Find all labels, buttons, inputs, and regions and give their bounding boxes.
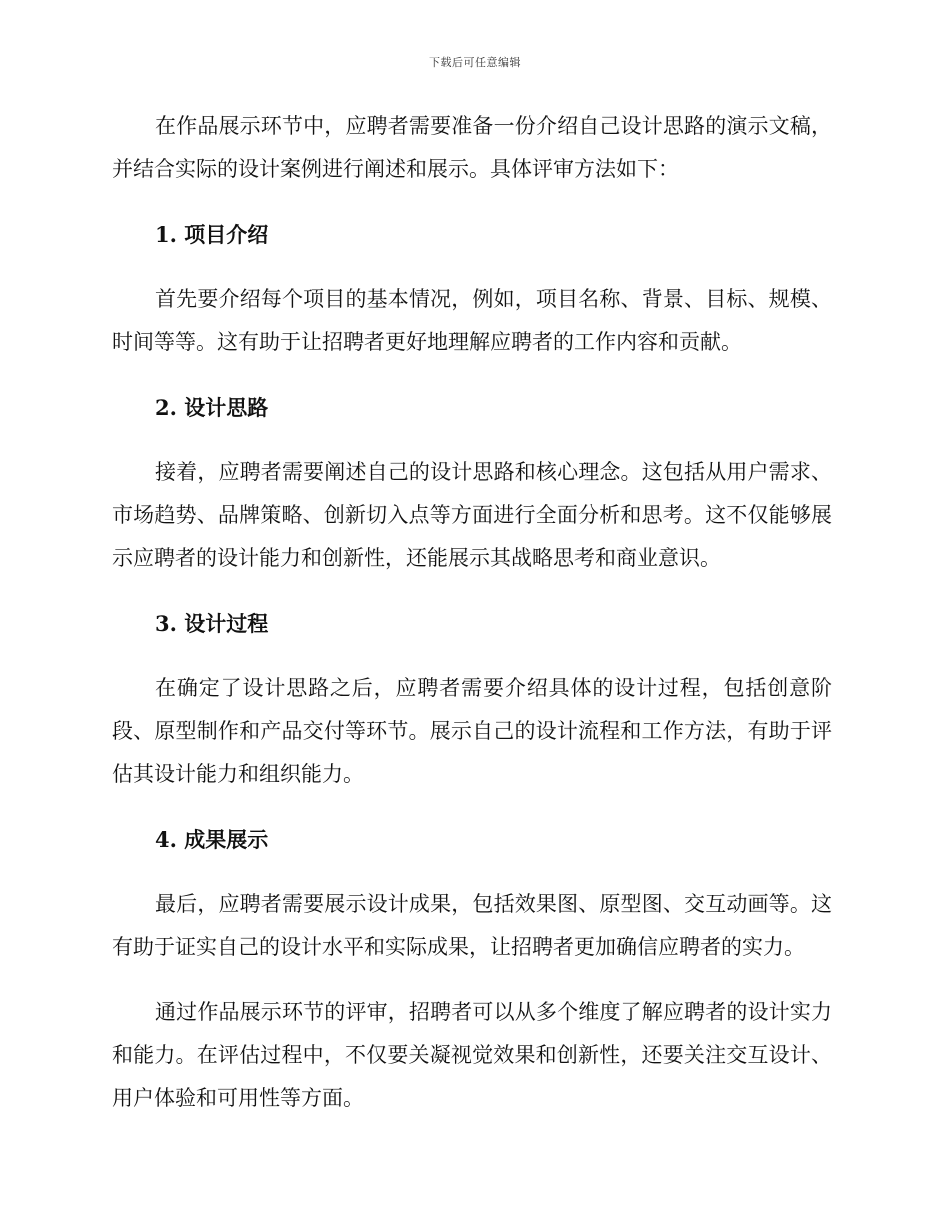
document-body [112,105,832,1120]
intro-paragraph: 在作品展示环节中，应聘者需要准备一份介绍自己设计思路的演示文稿，并结合实际的设计案例进行阐述和展示。具体评审方法如下： [112,114,832,181]
section-heading-design-process: 3. 设计过程 [155,611,269,636]
section-heading-project-intro: 1. 项目介绍 [155,222,269,247]
section-heading-design-thinking: 2. 设计思路 [155,395,269,420]
section-heading-results: 4. 成果展示 [155,827,269,852]
section-body-project-intro: 首先要介绍每个项目的基本情况，例如，项目名称、背景、目标、规模、时间等等。这有助于让招聘者更好地理解应聘者的工作内容和贡献。 [112,287,832,354]
section-body-results: 最后，应聘者需要展示设计成果，包括效果图、原型图、交互动画等。这有助于证实自己的设计水平和实际成果，让招聘者更加确信应聘者的实力。 [112,892,832,959]
section-body-design-thinking: 接着，应聘者需要阐述自己的设计思路和核心理念。这包括从用户需求、市场趋势、品牌策略、创新切入点等方面进行全面分析和思考。这不仅能够展示应聘者的设计能力和创新性，还能展示其战略思考和商业意识。 [112,460,832,570]
section-body-design-process: 在确定了设计思路之后，应聘者需要介绍具体的设计过程，包括创意阶段、原型制作和产品交付等环节。展示自己的设计流程和工作方法，有助于评估其设计能力和组织能力。 [112,676,832,786]
header-note: 下载后可任意编辑 [429,56,521,69]
conclusion-paragraph: 通过作品展示环节的评审，招聘者可以从多个维度了解应聘者的设计实力和能力。在评估过程中，不仅要关凝视觉效果和创新性，还要关注交互设计、用户体验和可用性等方面。 [112,1000,832,1110]
